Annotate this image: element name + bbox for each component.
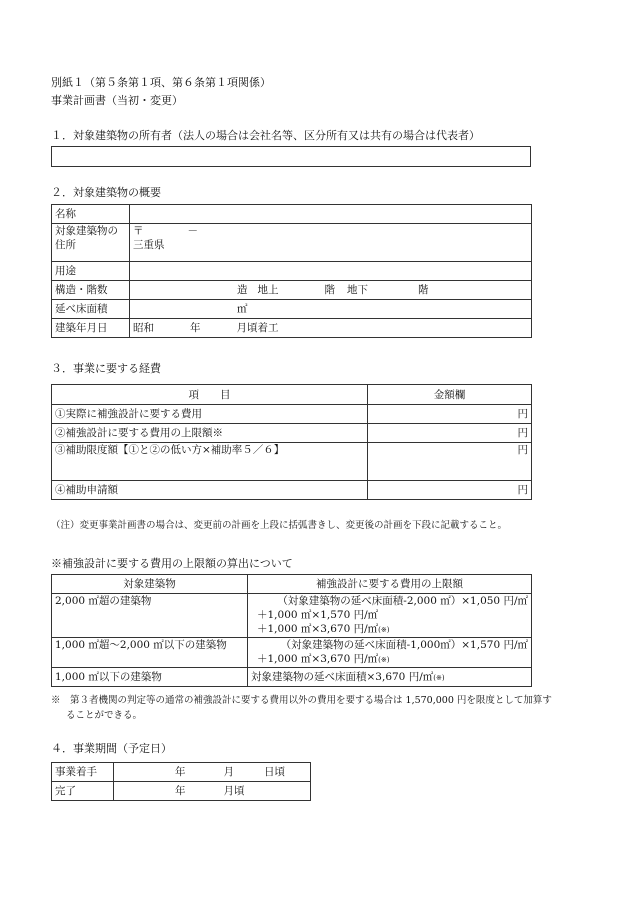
cost-row-label: ①実際に補強設計に要する費用: [52, 405, 368, 424]
floor-area-field[interactable]: ㎡: [130, 300, 532, 319]
owner-table: [51, 146, 531, 167]
limit-building-over-2000: 2,000 ㎡超の建築物: [52, 594, 248, 638]
start-label: 事業着手: [52, 763, 114, 782]
cost-row-amount[interactable]: 円: [368, 481, 532, 500]
limit-col-amount: 補強設計に要する費用の上限額: [248, 575, 532, 594]
section3-title: ３．事業に要する経費: [51, 362, 161, 375]
section1-title: １．対象建築物の所有者（法人の場合は会社名等、区分所有又は共有の場合は代表者）: [51, 129, 480, 142]
cost-col-item: 項 目: [52, 385, 368, 405]
section2-title: ２．対象建築物の概要: [51, 186, 161, 199]
postal-dash: －: [187, 225, 198, 237]
limit-footnote: ※ 第３者機関の判定等の通常の補強設計に要する費用以外の費用を要する場合は 1,570,000 円を限度として加算す: [51, 695, 552, 706]
limit-formula-over-2000: （対象建築物の延べ床面積-2,000 ㎡）×1,050 円/㎡ ＋1,000 ㎡×1,570 円/㎡ ＋1,000 ㎡×3,670 円/㎡(※): [248, 594, 532, 638]
cost-col-amount: 金額欄: [368, 385, 532, 405]
building-overview-table: [51, 204, 532, 338]
period-table: [51, 762, 311, 801]
limit-table: [51, 574, 532, 687]
limit-formula-under-1000: 対象建築物の延べ床面積×3,670 円/㎡(※): [248, 668, 532, 687]
owner-field[interactable]: [52, 147, 531, 167]
cost-row-label: ④補助申請額: [52, 481, 368, 500]
cost-row-label: ②補強設計に要する費用の上限額※: [52, 424, 368, 443]
address-label: 対象建築物の 住所: [52, 224, 130, 262]
cost-row-amount[interactable]: 円: [368, 443, 532, 481]
limit-footnote-cont: ることができる。: [66, 710, 143, 721]
prefecture: 三重県: [133, 239, 165, 251]
name-field[interactable]: [130, 205, 532, 224]
cost-row-label: ③補助限度額【①と②の低い方×補助率５／６】: [52, 443, 368, 481]
start-date-field[interactable]: 年 月 日頃: [114, 763, 311, 782]
end-label: 完了: [52, 782, 114, 801]
limit-building-1000-2000: 1,000 ㎡超～2,000 ㎡以下の建築物: [52, 638, 248, 668]
floor-area-label: 延べ床面積: [52, 300, 130, 319]
use-field[interactable]: [130, 262, 532, 281]
limit-formula-1000-2000: （対象建築物の延べ床面積-1,000㎡）×1,570 円/㎡ ＋1,000 ㎡×3,670 円/㎡(※): [248, 638, 532, 668]
build-date-label: 建築年月日: [52, 319, 130, 338]
limit-col-building: 対象建築物: [52, 575, 248, 594]
end-date-field[interactable]: 年 月頃: [114, 782, 311, 801]
structure-label: 構造・階数: [52, 281, 130, 300]
cost-row-amount[interactable]: 円: [368, 405, 532, 424]
annex-title: 別紙１（第５条第１項、第６条第１項関係）: [51, 76, 271, 89]
structure-field[interactable]: 造 地上 階 地下 階: [130, 281, 532, 300]
cost-note: （注）変更事業計画書の場合は、変更前の計画を上段に括弧書きし、変更後の計画を下段に記載すること。: [51, 520, 508, 531]
postal-mark: 〒: [133, 225, 144, 237]
build-date-field[interactable]: 昭和 年 月頃着工: [130, 319, 532, 338]
use-label: 用途: [52, 262, 130, 281]
name-label: 名称: [52, 205, 130, 224]
cost-table: [51, 384, 532, 500]
cost-row-amount[interactable]: 円: [368, 424, 532, 443]
limit-building-under-1000: 1,000 ㎡以下の建築物: [52, 668, 248, 687]
limit-title: ※補強設計に要する費用の上限額の算出について: [51, 557, 293, 570]
address-field[interactable]: [130, 224, 532, 262]
document-title: 事業計画書（当初・変更）: [51, 94, 183, 107]
section4-title: ４．事業期間（予定日）: [51, 742, 172, 755]
